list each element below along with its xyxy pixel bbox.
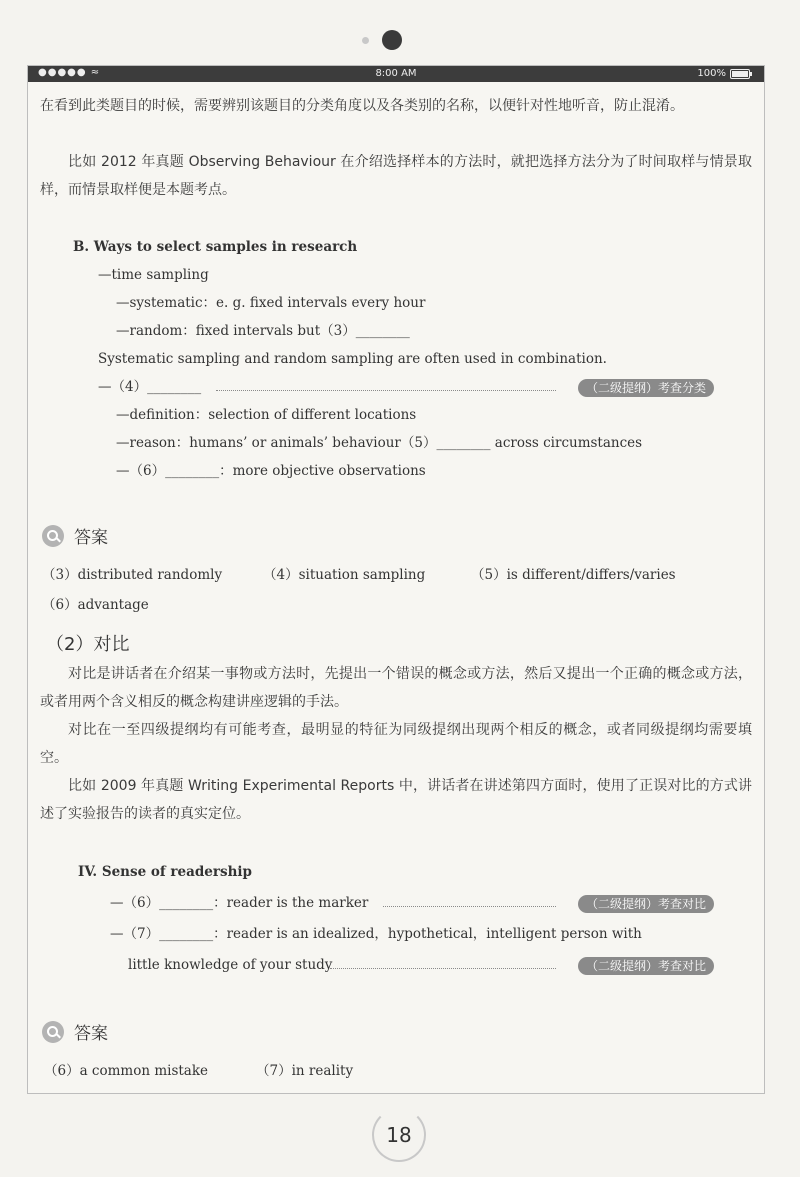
battery-icon	[730, 69, 750, 79]
section-title: （2）对比	[46, 634, 130, 655]
outline-b-line-6: —definition：selection of different locations	[116, 407, 417, 423]
intro-paragraph-1: 在看到此类题目的时候，需要辨别该题目的分类角度以及各类别的名称，以便针对性地听音，防止混淆。	[40, 98, 684, 114]
outline-b-heading: B. Ways to select samples in research	[73, 239, 358, 255]
status-time: 8:00 AM	[375, 68, 417, 79]
page-dot-inactive[interactable]	[362, 37, 369, 44]
outline-b-line-5: —（4）________	[98, 379, 202, 395]
magnifier-icon	[42, 1021, 64, 1043]
battery-status	[697, 68, 750, 79]
answer-title: 答案	[74, 528, 108, 548]
device-screen	[27, 65, 765, 1094]
outline-b-line-3: —random：fixed intervals but（3）________	[116, 323, 410, 339]
leader-dots	[383, 906, 556, 907]
answer-title: 答案	[74, 1024, 108, 1044]
answer-header	[42, 1019, 108, 1044]
outline-b-line-8: —（6）________：more objective observations	[116, 463, 426, 479]
outline-iv-line-2: —（7）________：reader is an idealized，hypothetical，intelligent person with	[110, 926, 642, 942]
section-paragraph-3: 比如 2009 年真题 Writing Experimental Reports 中，讲话者在讲述第四方面时，使用了正误对比的方式讲述了实验报告的读者的真实定位。	[40, 778, 752, 822]
answer-6: （6）a common mistake	[44, 1063, 209, 1079]
answer-6: （6）advantage	[42, 597, 149, 613]
section-paragraph-2: 对比在一至四级提纲均有可能考查，最明显的特征为同级提纲出现两个相反的概念，或者同级提纲均需要填空。	[40, 722, 752, 766]
leader-dots	[216, 390, 556, 391]
leader-dots	[330, 968, 556, 969]
answer-header	[42, 523, 108, 548]
outline-b-line-4: Systematic sampling and random sampling are often used in combination.	[98, 351, 607, 367]
page-number: 18	[372, 1108, 426, 1162]
section-paragraph-1: 对比是讲话者在介绍某一事物或方法时，先提出一个错误的概念或方法，然后又提出一个正确的概念或方法，或者用两个含义相反的概念构建讲座逻辑的手法。	[40, 666, 752, 710]
outline-b-line-2: —systematic：e. g. fixed intervals every hour	[116, 295, 426, 311]
outline-tag: （二级提纲）考查对比	[578, 957, 714, 975]
answer-5: （5）is different/differs/varies	[471, 567, 676, 583]
page-dot-active[interactable]	[382, 30, 402, 50]
outline-iv-line-1: —（6）________：reader is the marker	[110, 895, 369, 911]
outline-iv-line-3: little knowledge of your study	[128, 957, 333, 973]
outline-tag: （二级提纲）考查对比	[578, 895, 714, 913]
outline-iv-heading: IV. Sense of readership	[78, 864, 252, 880]
outline-b-line-1: —time sampling	[98, 267, 209, 283]
page-content	[28, 82, 764, 1095]
signal-icon: ●●●●● ≈	[38, 67, 101, 78]
outline-b-line-7: —reason：humans’ or animals’ behaviour（5）________ across circumstances	[116, 435, 643, 451]
status-bar	[28, 66, 764, 82]
answer-7: （7）in reality	[256, 1063, 354, 1079]
battery-percent: 100%	[697, 68, 726, 79]
outline-tag: （二级提纲）考查分类	[578, 379, 714, 397]
answer-3: （3）distributed randomly	[42, 567, 223, 583]
magnifier-icon	[42, 525, 64, 547]
intro-paragraph-2: 比如 2012 年真题 Observing Behaviour 在介绍选择样本的方法时，就把选择方法分为了时间取样与情景取样，而情景取样便是本题考点。	[40, 154, 752, 198]
page-indicator[interactable]	[0, 30, 800, 50]
answer-4: （4）situation sampling	[263, 567, 426, 583]
